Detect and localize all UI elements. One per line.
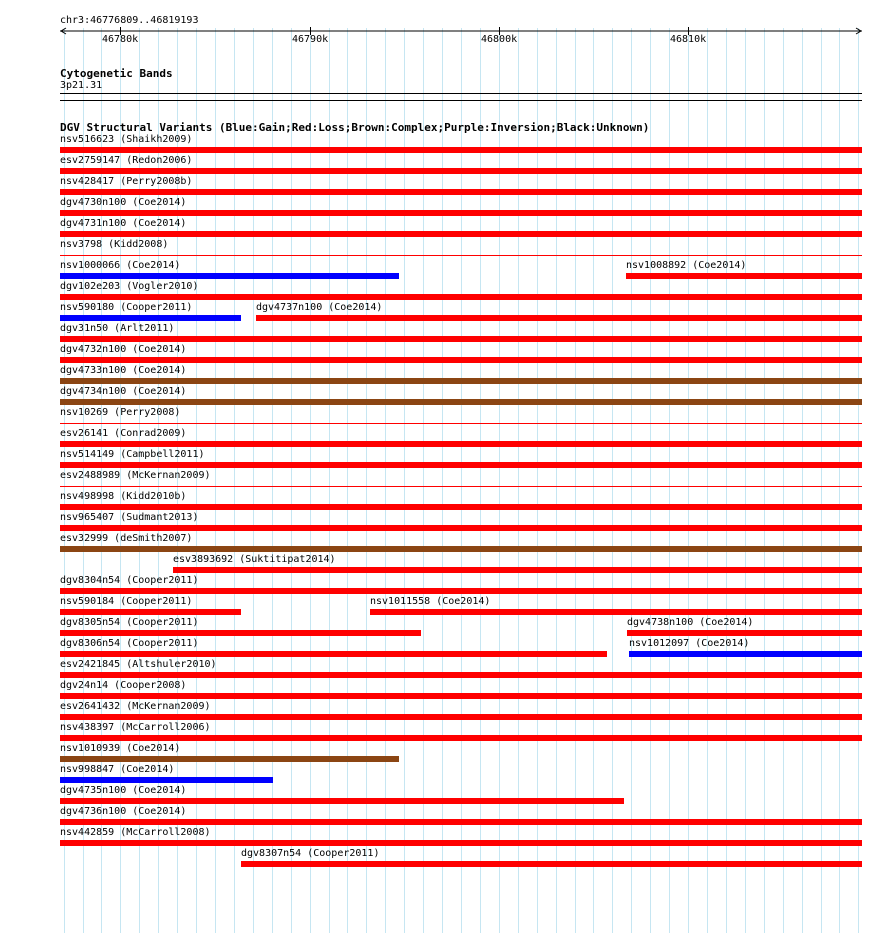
variant-bar[interactable] <box>60 273 399 279</box>
variant-label: dgv4733n100 (Coe2014) <box>60 365 187 376</box>
variant-bar[interactable] <box>60 819 862 825</box>
variant-label: nsv428417 (Perry2008b) <box>60 176 193 187</box>
variant-label: esv26141 (Conrad2009) <box>60 428 187 439</box>
variant-bar[interactable] <box>60 423 862 424</box>
variant-bar[interactable] <box>60 777 273 783</box>
variant-bar[interactable] <box>370 609 862 615</box>
variant-bar[interactable] <box>60 486 862 487</box>
variant-bar[interactable] <box>60 651 607 657</box>
variant-label: esv2421845 (Altshuler2010) <box>60 659 217 670</box>
variant-label: nsv498998 (Kidd2010b) <box>60 491 187 502</box>
variant-bar[interactable] <box>60 210 862 216</box>
variant-label: nsv514149 (Campbell2011) <box>60 449 205 460</box>
variant-bar[interactable] <box>60 588 862 594</box>
variant-label: nsv1010939 (Coe2014) <box>60 743 181 754</box>
variant-label: dgv4730n100 (Coe2014) <box>60 197 187 208</box>
variant-label: dgv8304n54 (Cooper2011) <box>60 575 199 586</box>
variant-bar[interactable] <box>60 255 862 256</box>
variant-bar[interactable] <box>173 567 862 573</box>
variant-label: dgv4735n100 (Coe2014) <box>60 785 187 796</box>
variant-bar[interactable] <box>60 168 862 174</box>
variant-bar[interactable] <box>60 294 862 300</box>
variant-label: dgv8307n54 (Cooper2011) <box>241 848 380 859</box>
variant-bar[interactable] <box>60 840 862 846</box>
variant-label: dgv8306n54 (Cooper2011) <box>60 638 199 649</box>
variant-bar[interactable] <box>60 315 241 321</box>
variant-label: nsv10269 (Perry2008) <box>60 407 181 418</box>
variant-label: nsv1012097 (Coe2014) <box>629 638 750 649</box>
variant-label: esv2641432 (McKernan2009) <box>60 701 211 712</box>
variant-label: nsv516623 (Shaikh2009) <box>60 134 193 145</box>
variant-label: nsv442859 (McCarroll2008) <box>60 827 211 838</box>
variant-bar[interactable] <box>60 525 862 531</box>
variant-label: dgv4737n100 (Coe2014) <box>256 302 383 313</box>
ruler-tick-label: 46780k <box>102 34 139 45</box>
variant-label: dgv4734n100 (Coe2014) <box>60 386 187 397</box>
variant-label: nsv965407 (Sudmant2013) <box>60 512 199 523</box>
variant-bar[interactable] <box>60 357 862 363</box>
ruler-tick-label: 46790k <box>292 34 329 45</box>
variant-label: dgv31n50 (Arlt2011) <box>60 323 175 334</box>
variant-label: dgv4732n100 (Coe2014) <box>60 344 187 355</box>
variant-bar[interactable] <box>241 861 862 867</box>
variant-bar[interactable] <box>60 735 862 741</box>
variant-bar[interactable] <box>60 546 862 552</box>
variant-bar[interactable] <box>60 693 862 699</box>
variant-label: nsv3798 (Kidd2008) <box>60 239 169 250</box>
variant-bar[interactable] <box>256 315 862 321</box>
variant-bar[interactable] <box>627 630 862 636</box>
variant-label: nsv590184 (Cooper2011) <box>60 596 193 607</box>
variant-bar[interactable] <box>60 756 399 762</box>
variant-bar[interactable] <box>60 441 862 447</box>
variant-label: dgv4731n100 (Coe2014) <box>60 218 187 229</box>
variant-label: nsv438397 (McCarroll2006) <box>60 722 211 733</box>
variant-label: dgv102e203 (Vogler2010) <box>60 281 199 292</box>
variant-bar[interactable] <box>60 798 624 804</box>
variant-bar[interactable] <box>60 609 241 615</box>
variant-label: esv3893692 (Suktitipat2014) <box>173 554 336 565</box>
variant-label: esv32999 (deSmith2007) <box>60 533 193 544</box>
variant-label: esv2759147 (Redon2006) <box>60 155 193 166</box>
variant-label: nsv1008892 (Coe2014) <box>626 260 747 271</box>
variant-bar[interactable] <box>60 378 862 384</box>
dgv-track-title: DGV Structural Variants (Blue:Gain;Red:Loss;Brown:Complex;Purple:Inversion;Black:Unknown) <box>60 121 650 134</box>
variant-bar[interactable] <box>60 399 862 405</box>
ruler-tick-label: 46810k <box>670 34 707 45</box>
variant-bar[interactable] <box>629 651 862 657</box>
variant-bar[interactable] <box>60 504 862 510</box>
variant-bar[interactable] <box>60 231 862 237</box>
variant-label: dgv4736n100 (Coe2014) <box>60 806 187 817</box>
variant-bar[interactable] <box>626 273 862 279</box>
variant-bar[interactable] <box>60 672 862 678</box>
ruler-position-label: chr3:46776809..46819193 <box>60 15 199 26</box>
variant-bar[interactable] <box>60 714 862 720</box>
variant-bar[interactable] <box>60 189 862 195</box>
variant-label: dgv24n14 (Cooper2008) <box>60 680 187 691</box>
cytoband-label: 3p21.31 <box>60 80 103 91</box>
variant-label: nsv998847 (Coe2014) <box>60 764 175 775</box>
variant-bar[interactable] <box>60 630 421 636</box>
cytoband-track-title: Cytogenetic Bands <box>60 67 173 80</box>
variant-label: nsv590180 (Cooper2011) <box>60 302 193 313</box>
variant-label: nsv1011558 (Coe2014) <box>370 596 491 607</box>
variant-label: nsv1000066 (Coe2014) <box>60 260 181 271</box>
ruler-tick-label: 46800k <box>481 34 518 45</box>
variant-bar[interactable] <box>60 147 862 153</box>
variant-bar[interactable] <box>60 336 862 342</box>
variant-label: dgv8305n54 (Cooper2011) <box>60 617 199 628</box>
variant-label: dgv4738n100 (Coe2014) <box>627 617 754 628</box>
variant-label: esv2488989 (McKernan2009) <box>60 470 211 481</box>
variant-bar[interactable] <box>60 462 862 468</box>
